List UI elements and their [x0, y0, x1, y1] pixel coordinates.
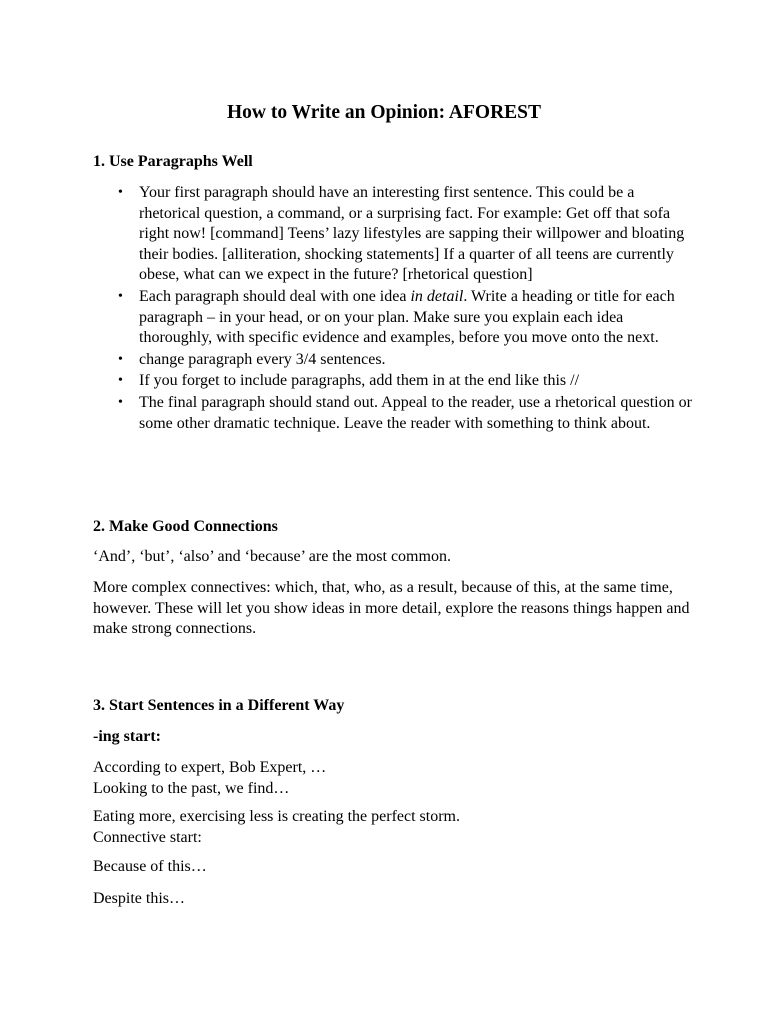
bullet-text-before: Each paragraph should deal with one idea	[139, 287, 411, 305]
bullet-icon: •	[118, 373, 123, 389]
example-line: Eating more, exercising less is creating the perfect storm.	[93, 808, 460, 825]
bullet-icon: •	[118, 351, 123, 367]
example-line: According to expert, Bob Expert, …	[93, 759, 327, 776]
example-paragraph-1	[93, 758, 693, 799]
bullet-icon: •	[118, 185, 123, 200]
page-title: How to Write an Opinion: AFOREST	[226, 102, 542, 123]
example-line: Looking to the past, we find…	[93, 779, 290, 797]
example-paragraph-4: Despite this…	[93, 890, 185, 907]
list-item	[93, 371, 693, 392]
list-item	[93, 350, 693, 371]
bullet-text-emphasis: in detail	[410, 287, 464, 305]
section-heading-paragraphs: 1. Use Paragraphs Well	[93, 153, 253, 170]
section-heading-connections: 2. Make Good Connections	[93, 518, 278, 535]
list-item	[93, 393, 693, 434]
bullet-icon: •	[118, 394, 123, 410]
connectives-complex-paragraph: More complex connectives: which, that, who, as a result, because of this, at the same time, however. These will let you show ideas in more detail, explore the reasons things happen and make strong connections.	[93, 579, 690, 638]
bullet-text: change paragraph every 3/4 sentences.	[139, 350, 386, 368]
bullet-text-after: . Write a heading or title for each paragraph – in your head, or on your plan. Make sure you explain each idea thoroughly, with specific evidence and examples, before you move onto the next.	[139, 287, 675, 347]
example-paragraph-3: Because of this…	[93, 858, 207, 875]
list-item	[93, 183, 693, 286]
bullet-text: If you forget to include paragraphs, add them in at the end like this //	[139, 372, 580, 390]
connectives-common-paragraph: ‘And’, ‘but’, ‘also’ and ‘because’ are the most common.	[93, 548, 451, 565]
bullet-icon: •	[118, 288, 123, 304]
section-heading-sentence-starts: 3. Start Sentences in a Different Way	[93, 697, 345, 714]
connective-start-label: Connective start:	[93, 828, 202, 846]
bullet-list	[93, 183, 693, 435]
bullet-text: The final paragraph should stand out. Appeal to the reader, use a rhetorical question or some other dramatic technique. Leave the reader with something to think about.	[139, 393, 692, 432]
example-paragraph-2	[93, 807, 693, 848]
ing-start-subheading: -ing start:	[93, 728, 161, 745]
list-item	[93, 287, 693, 349]
bullet-text: Your first paragraph should have an interesting first sentence. This could be a rhetorical question, a command, or a surprising fact. For example: Get off that sofa right now! [command] Teens’ lazy lifestyles are sapping their willpower and bloating their bodies. [alliteration, shocking statements] If a quarter of all teens are currently obese, what can we expect in the future? [rhetorical question]	[139, 184, 685, 284]
